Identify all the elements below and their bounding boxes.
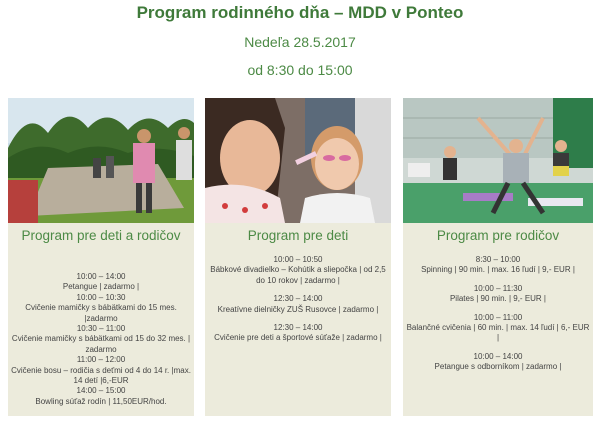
program-card-kids [205,98,391,416]
schedule-item [208,323,388,344]
schedule-list [208,255,388,352]
event-time: od 8:30 do 15:00 [247,62,353,78]
schedule-desc: Cvičenie mamičky s bábätkami do 15 mes. |zadarmo [25,303,177,323]
schedule-time: 14:00 – 15:00 [76,386,126,396]
schedule-time: 10:00 – 14:00 [76,272,126,281]
schedule-time: 11:00 – 12:00 [76,355,126,365]
schedule-item [406,352,590,373]
schedule-item [208,294,388,315]
schedule-time: 10:00 – 10:30 [76,292,126,302]
schedule-desc: Petangue | zadarmo | [62,282,140,292]
schedule-desc: Spinning | 90 min. | max. 16 ľudí | 9,- EUR | [421,265,575,275]
schedule-desc: Petangue s odborníkom | zadarmo | [434,362,562,372]
schedule-desc: Balančné cvičenia | 60 min. | max. 14 ľudí | 6,- EUR | [406,323,590,343]
schedule-desc: Pilates | 90 min. | 9,- EUR | [449,294,547,304]
schedule-desc: Bowling súťaž rodín | 11,50EUR/hod. [35,396,167,406]
schedule-item [11,324,191,355]
schedule-item [406,284,590,305]
card-title: Program pre deti a rodičov [21,228,181,243]
schedule-time: 12:30 – 14:00 [273,294,323,304]
schedule-desc: Kreatívne dielničky ZUŠ Rusovce | zadarmo | [217,304,379,314]
schedule-desc: Cvičenie bosu – rodičia s deťmi od 4 do 14 r. |max. 14 detí |6,-EUR [11,365,191,386]
card-title: Program pre rodičov [436,228,560,243]
program-card-kids-and-parents [8,98,194,416]
schedule-time: 10:00 – 10:50 [273,255,323,264]
schedule-item [11,355,191,386]
page-title: Program rodinného dňa – MDD v Ponteo [136,3,464,22]
card-title: Program pre deti [247,228,349,243]
schedule-time: 10:00 – 11:30 [473,283,523,293]
photo-face-painting [205,98,391,223]
schedule-time: 8:30 – 10:00 [475,255,521,264]
schedule-item [11,272,191,293]
schedule-list [406,255,590,381]
schedule-list [11,272,191,407]
schedule-item [406,313,590,344]
schedule-time: 10:30 – 11:00 [76,324,126,334]
schedule-desc: Bábkové divadielko – Kohútik a sliepočka | od 2,5 do 10 rokov | zadarmo | [210,265,386,285]
photo-fitness [403,98,593,223]
schedule-item [11,386,191,407]
schedule-item [11,293,191,324]
schedule-desc: Cvičenie pre deti a športové súťaže | zadarmo | [214,333,382,343]
schedule-item [208,255,388,286]
schedule-time: 10:00 – 14:00 [473,351,523,361]
schedule-item [406,255,590,276]
event-date: Nedeľa 28.5.2017 [244,34,356,50]
schedule-time: 10:00 – 11:00 [473,312,523,322]
schedule-time: 12:30 – 14:00 [273,323,323,333]
program-card-parents [403,98,593,416]
schedule-desc: Cvičenie mamičky s bábätkami od 15 do 32 mes. | zadarmo [11,334,191,354]
photo-petanque [8,98,194,223]
